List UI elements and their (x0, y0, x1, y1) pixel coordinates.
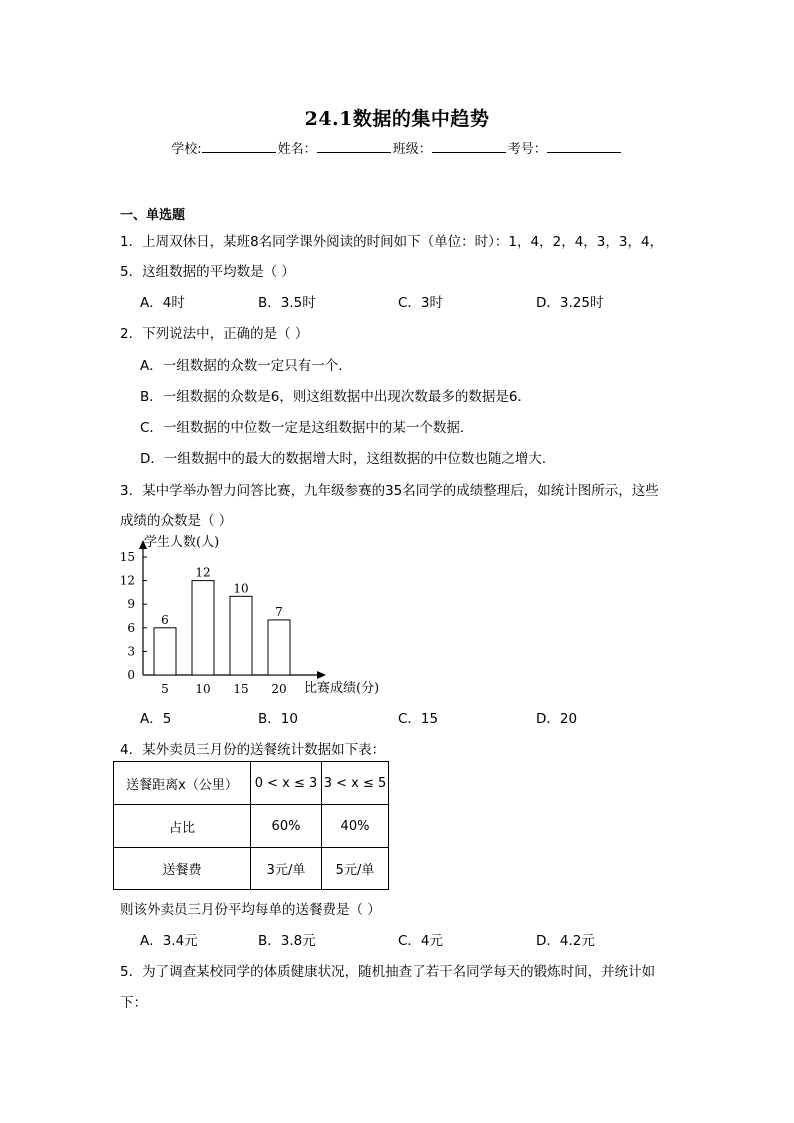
q3-stem-line2: 成绩的众数是（ ） (120, 513, 233, 529)
q3-option-b[interactable]: B．10 (258, 711, 298, 727)
bar (230, 596, 252, 675)
q3-option-c[interactable]: C．15 (398, 711, 439, 727)
table-header-cell: 送餐距离x（公里） (114, 762, 251, 805)
y-axis-label: 学生人数(人) (144, 535, 220, 550)
q2-option-a[interactable]: A．一组数据的众数一定只有一个． (140, 358, 352, 374)
table-cell: 送餐费 (114, 848, 251, 890)
x-tick-label: 20 (271, 682, 287, 696)
x-axis-arrow (317, 671, 326, 679)
q2-option-d[interactable]: D．一组数据中的最大的数据增大时，这组数据的中位数也随之增大． (140, 451, 556, 467)
x-tick-label: 10 (195, 682, 211, 696)
q1-stem-line2: 5．这组数据的平均数是（ ） (120, 264, 295, 280)
y-tick-label: 12 (119, 573, 135, 588)
q4-option-b[interactable]: B．3.8元 (258, 933, 316, 949)
y-tick-label: 0 (127, 668, 135, 682)
q1-option-d[interactable]: D．3.25时 (536, 295, 604, 311)
name-label: 姓名： (277, 142, 317, 157)
school-label: 学校: (171, 142, 202, 157)
exam-number-blank[interactable] (547, 140, 621, 153)
x-axis-label: 比赛成绩(分) (304, 681, 380, 696)
bar-chart (112, 530, 402, 702)
q5-stem-line2: 下： (120, 995, 147, 1011)
delivery-table (113, 761, 389, 890)
q1-option-a[interactable]: A．4时 (140, 295, 185, 311)
table-cell: 3元/单 (251, 848, 322, 890)
bar-value-label: 7 (275, 604, 283, 619)
q5-stem-line1: 5．为了调查某校同学的体质健康状况，随机抽查了若干名同学每天的锻炼时间，并统计如 (120, 964, 656, 980)
class-blank[interactable] (432, 140, 506, 153)
table-cell: 60% (251, 805, 322, 848)
q1-option-b[interactable]: B．3.5时 (258, 295, 316, 311)
y-tick-label: 6 (127, 620, 135, 635)
table-header-cell: 0 < x ≤ 3 (251, 762, 322, 805)
bar-value-label: 10 (233, 581, 249, 596)
chart-bars (154, 566, 290, 696)
q4-stem: 4．某外卖员三月份的送餐统计数据如下表： (120, 742, 386, 758)
table-row (114, 805, 389, 848)
name-blank[interactable] (317, 140, 391, 153)
q2-option-b[interactable]: B．一组数据的众数是6，则这组数据中出现次数最多的数据是6． (140, 389, 531, 405)
q4-option-a[interactable]: A．3.4元 (140, 933, 198, 949)
q4-option-d[interactable]: D．4.2元 (536, 933, 595, 949)
q3-stem-line1: 3．某中学举办智力问答比赛，九年级参赛的35名同学的成绩整理后，如统计图所示，这些 (120, 483, 659, 499)
q1-stem-line1: 1．上周双休日，某班8名同学课外阅读的时间如下（单位：时）：1，4，2，4，3，3，4， (120, 234, 664, 250)
bar-value-label: 12 (195, 565, 211, 580)
x-tick-label: 5 (161, 682, 169, 696)
class-label: 班级： (392, 142, 432, 157)
q4-option-c[interactable]: C．4元 (398, 933, 444, 949)
y-tick-label: 15 (119, 550, 135, 564)
table-header-cell: 3 < x ≤ 5 (322, 762, 389, 805)
exam-number-label: 考号： (507, 142, 547, 157)
bar-value-label: 6 (161, 612, 169, 627)
y-tick-label: 9 (127, 597, 135, 612)
page-title: 24.1数据的集中趋势 (304, 108, 490, 130)
q4-question: 则该外卖员三月份平均每单的送餐费是（ ） (120, 902, 381, 918)
table-cell: 占比 (114, 805, 251, 848)
section-heading: 一、单选题 (120, 208, 186, 223)
y-tick-label: 3 (127, 644, 135, 659)
x-tick-label: 15 (233, 682, 249, 696)
bar (154, 628, 176, 675)
q2-stem: 2．下列说法中，正确的是（ ） (120, 326, 309, 342)
q2-option-c[interactable]: C．一组数据的中位数一定是这组数据中的某一个数据． (140, 420, 474, 436)
bar (192, 581, 214, 675)
q3-option-d[interactable]: D．20 (536, 711, 578, 727)
q3-option-a[interactable]: A．5 (140, 711, 172, 727)
bar (268, 620, 290, 675)
table-row (114, 848, 389, 890)
student-info-row (0, 138, 794, 157)
q1-option-c[interactable]: C．3时 (398, 295, 444, 311)
table-header-row (114, 762, 389, 805)
table-cell: 5元/单 (322, 848, 389, 890)
table-cell: 40% (322, 805, 389, 848)
school-blank[interactable] (202, 140, 276, 153)
